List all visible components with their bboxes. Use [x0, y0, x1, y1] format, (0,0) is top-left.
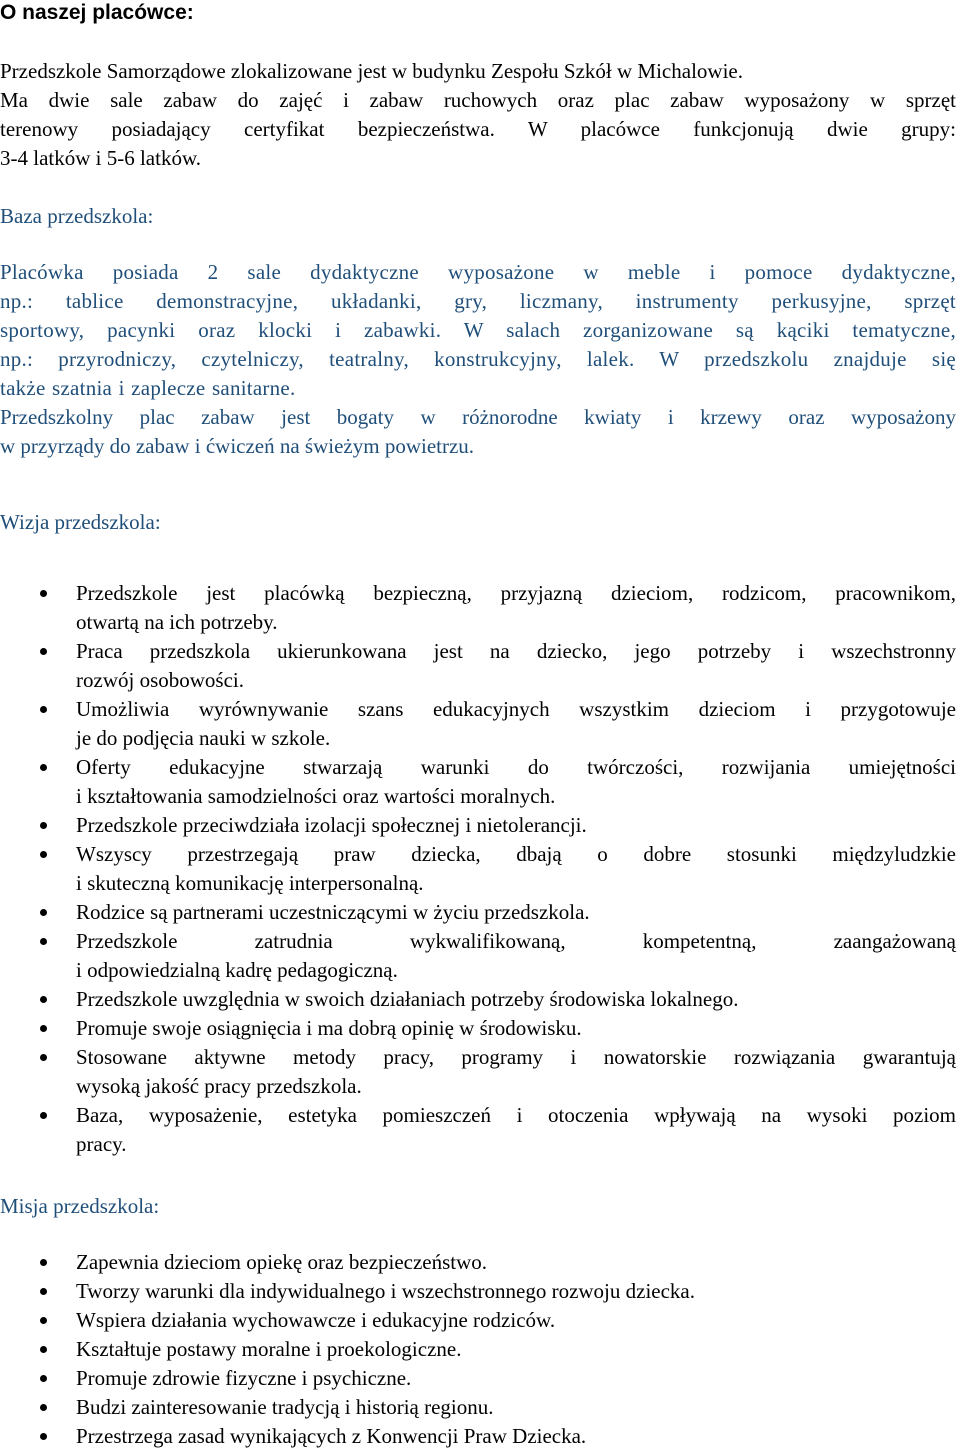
misja-item-line: Kształtuje postawy moralne i proekologiczne.	[76, 1337, 462, 1361]
wizja-item	[0, 840, 956, 898]
intro-paragraph	[0, 57, 956, 173]
misja-item-line: Zapewnia dzieciom opiekę oraz bezpieczeństwo.	[76, 1250, 488, 1274]
wizja-item-line: Praca przedszkola ukierunkowana jest na dziecko, jego potrzeby i wszechstronny	[76, 639, 956, 663]
wizja-item-line: otwartą na ich potrzeby.	[76, 610, 278, 634]
intro-line-3: terenowy posiadający certyfikat bezpieczeństwa. W placówce funkcjonują dwie grupy:	[0, 117, 956, 141]
plac-line-1: Przedszkolny plac zabaw jest bogaty w różnorodne kwiaty i krzewy oraz wyposażony	[0, 405, 956, 429]
bullet-icon	[40, 1025, 47, 1032]
misja-title: Misja przedszkola:	[0, 1194, 160, 1218]
plac-paragraph	[0, 403, 956, 461]
wizja-item-line: Wszyscy przestrzegają praw dziecka, dbają o dobre stosunki międzyludzkie	[76, 842, 956, 866]
bullet-icon	[40, 1112, 47, 1119]
wizja-item-line: wysoką jakość pracy przedszkola.	[76, 1074, 362, 1098]
bullet-icon	[40, 1404, 47, 1411]
wizja-item-line: Rodzice są partnerami uczestniczącymi w życiu przedszkola.	[76, 900, 590, 924]
misja-item	[0, 1393, 956, 1422]
plac-line-2: w przyrządy do zabaw i ćwiczeń na świeżym powietrzu.	[0, 434, 475, 458]
wizja-item-line: i skuteczną komunikację interpersonalną.	[76, 871, 424, 895]
baza-line-4: np.: przyrodniczy, czytelniczy, teatralny, konstrukcyjny, lalek. W przedszkolu znajduje się	[0, 347, 956, 371]
bullet-icon	[40, 706, 47, 713]
misja-item-line: Budzi zainteresowanie tradycją i historią regionu.	[76, 1395, 494, 1419]
heading-about: O naszej placówce:	[0, 1, 194, 24]
bullet-icon	[40, 764, 47, 771]
misja-item	[0, 1422, 956, 1451]
intro-line-4: 3-4 latków i 5-6 latków.	[0, 146, 202, 170]
misja-item	[0, 1248, 956, 1277]
baza-line-5: także szatnia i zaplecze sanitarne.	[0, 376, 296, 400]
wizja-item-line: i kształtowania samodzielności oraz wartości moralnych.	[76, 784, 556, 808]
bullet-icon	[40, 1346, 47, 1353]
wizja-item-line: Przedszkole uwzględnia w swoich działaniach potrzeby środowiska lokalnego.	[76, 987, 739, 1011]
wizja-item	[0, 985, 956, 1014]
wizja-item-line: Stosowane aktywne metody pracy, programy i nowatorskie rozwiązania gwarantują	[76, 1045, 956, 1069]
wizja-item-line: Przedszkole jest placówką bezpieczną, przyjazną dzieciom, rodzicom, pracownikom,	[76, 581, 956, 605]
misja-item	[0, 1277, 956, 1306]
wizja-item	[0, 637, 956, 695]
bullet-icon	[40, 938, 47, 945]
misja-item	[0, 1364, 956, 1393]
wizja-item	[0, 579, 956, 637]
wizja-item	[0, 927, 956, 985]
wizja-item	[0, 811, 956, 840]
wizja-item	[0, 898, 956, 927]
wizja-item-line: i odpowiedzialną kadrę pedagogiczną.	[76, 958, 398, 982]
wizja-item-line: Promuje swoje osiągnięcia i ma dobrą opinię w środowisku.	[76, 1016, 582, 1040]
wizja-item	[0, 1043, 956, 1101]
misja-item-line: Promuje zdrowie fizyczne i psychiczne.	[76, 1366, 412, 1390]
bullet-icon	[40, 1054, 47, 1061]
baza-title: Baza przedszkola:	[0, 204, 154, 228]
bullet-icon	[40, 1433, 47, 1440]
bullet-icon	[40, 1259, 47, 1266]
misja-item-line: Przestrzega zasad wynikających z Konwencji Praw Dziecka.	[76, 1424, 587, 1448]
wizja-item-line: Umożliwia wyrównywanie szans edukacyjnych wszystkim dzieciom i przygotowuje	[76, 697, 956, 721]
baza-line-3: sportowy, pacynki oraz klocki i zabawki. W salach zorganizowane są kąciki tematyczne,	[0, 318, 956, 342]
wizja-list	[0, 579, 956, 1159]
wizja-item-line: Przedszkole przeciwdziała izolacji społecznej i nietolerancji.	[76, 813, 587, 837]
misja-item	[0, 1335, 956, 1364]
bullet-icon	[40, 1288, 47, 1295]
misja-list	[0, 1248, 956, 1451]
wizja-item-line: pracy.	[76, 1132, 127, 1156]
wizja-item	[0, 753, 956, 811]
intro-line-1: Przedszkole Samorządowe zlokalizowane jest w budynku Zespołu Szkół w Michalowie.	[0, 59, 743, 83]
wizja-item-line: Oferty edukacyjne stwarzają warunki do twórczości, rozwijania umiejętności	[76, 755, 956, 779]
bullet-icon	[40, 996, 47, 1003]
wizja-item-line: rozwój osobowości.	[76, 668, 244, 692]
baza-line-2: np.: tablice demonstracyjne, układanki, gry, liczmany, instrumenty perkusyjne, sprzęt	[0, 289, 956, 313]
misja-item-line: Wspiera działania wychowawcze i edukacyjne rodziców.	[76, 1308, 556, 1332]
bullet-icon	[40, 590, 47, 597]
baza-line-1: Placówka posiada 2 sale dydaktyczne wyposażone w meble i pomoce dydaktyczne,	[0, 260, 956, 284]
wizja-item	[0, 695, 956, 753]
misja-item	[0, 1306, 956, 1335]
intro-line-2: Ma dwie sale zabaw do zajęć i zabaw ruchowych oraz plac zabaw wyposażony w sprzęt	[0, 88, 956, 112]
bullet-icon	[40, 909, 47, 916]
misja-item-line: Tworzy warunki dla indywidualnego i wszechstronnego rozwoju dziecka.	[76, 1279, 696, 1303]
wizja-item-line: je do podjęcia nauki w szkole.	[76, 726, 331, 750]
baza-paragraph	[0, 258, 956, 403]
wizja-item	[0, 1101, 956, 1159]
wizja-item-line: Przedszkole zatrudnia wykwalifikowaną, kompetentną, zaangażowaną	[76, 929, 956, 953]
wizja-item	[0, 1014, 956, 1043]
bullet-icon	[40, 822, 47, 829]
wizja-title: Wizja przedszkola:	[0, 510, 161, 534]
wizja-item-line: Baza, wyposażenie, estetyka pomieszczeń i otoczenia wpływają na wysoki poziom	[76, 1103, 956, 1127]
bullet-icon	[40, 1375, 47, 1382]
bullet-icon	[40, 851, 47, 858]
bullet-icon	[40, 1317, 47, 1324]
bullet-icon	[40, 648, 47, 655]
